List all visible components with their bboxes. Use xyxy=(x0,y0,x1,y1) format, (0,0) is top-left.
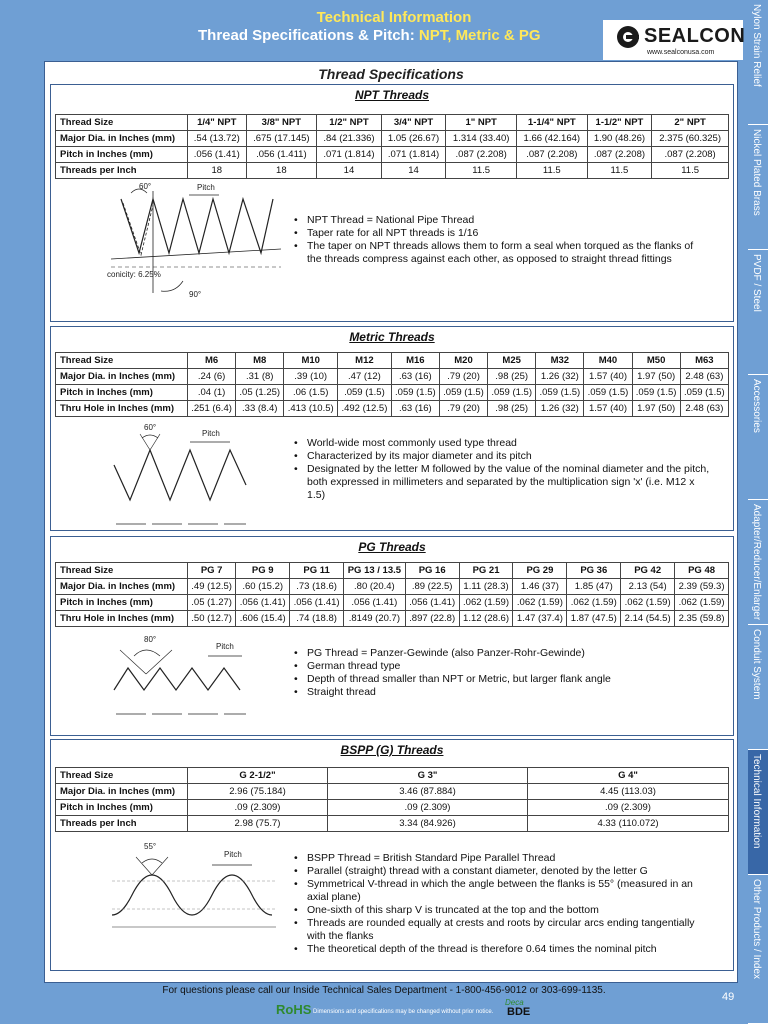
disclaimer: Dimensions and specifications may be changed without prior notice. xyxy=(313,1009,494,1015)
table-cell: 1-1/2" NPT xyxy=(587,115,652,131)
metric-title: Metric Threads xyxy=(349,330,435,344)
pg-table xyxy=(55,562,729,627)
table-row xyxy=(56,800,729,816)
table-row xyxy=(56,369,729,385)
table-row xyxy=(56,816,729,832)
table-cell: .059 (1.5) xyxy=(391,385,439,401)
table-cell: .606 (15.4) xyxy=(236,611,290,627)
row-label: Major Dia. in Inches (mm) xyxy=(56,369,188,385)
table-cell: .087 (2.208) xyxy=(446,147,517,163)
pg-angle-label: 80° xyxy=(144,635,157,644)
table-cell: .059 (1.5) xyxy=(680,385,728,401)
bullet-item: • NPT Thread = National Pipe Thread xyxy=(291,214,701,227)
table-cell: 2.96 (75.184) xyxy=(188,784,328,800)
table-cell: 1.46 (37) xyxy=(513,579,567,595)
pg-thread-diagram xyxy=(106,630,286,720)
table-cell: M6 xyxy=(188,353,236,369)
table-cell: 2.48 (63) xyxy=(680,401,728,417)
bullet-item: • World-wide most commonly used type thread xyxy=(291,437,711,450)
table-cell: .49 (12.5) xyxy=(188,579,236,595)
npt-90-label: 90° xyxy=(189,290,202,299)
row-label: Pitch in Inches (mm) xyxy=(56,800,188,816)
row-label: Pitch in Inches (mm) xyxy=(56,385,188,401)
table-cell: M50 xyxy=(632,353,680,369)
table-cell: .059 (1.5) xyxy=(584,385,632,401)
table-cell: .062 (1.59) xyxy=(513,595,567,611)
page-header xyxy=(0,0,745,58)
table-cell: .087 (2.208) xyxy=(652,147,729,163)
tab-label: Nickel Plated Brass xyxy=(751,129,762,216)
table-cell: .056 (1.411) xyxy=(246,147,317,163)
table-cell: M63 xyxy=(680,353,728,369)
row-label: Major Dia. in Inches (mm) xyxy=(56,784,188,800)
npt-pitch-label: Pitch xyxy=(197,183,215,192)
section-tabs xyxy=(748,0,768,1024)
table-cell: .39 (10) xyxy=(284,369,338,385)
table-cell: .056 (1.41) xyxy=(290,595,344,611)
table-cell: .98 (25) xyxy=(488,401,536,417)
table-cell: .062 (1.59) xyxy=(621,595,675,611)
logo-url[interactable]: www.sealconusa.com xyxy=(647,49,715,56)
table-row xyxy=(56,131,729,147)
table-cell: M32 xyxy=(536,353,584,369)
table-cell: M8 xyxy=(236,353,284,369)
table-cell: .24 (6) xyxy=(188,369,236,385)
table-header-row xyxy=(56,768,729,784)
npt-thread-diagram xyxy=(101,181,291,301)
table-cell: 11.5 xyxy=(652,163,729,179)
table-cell: PG 7 xyxy=(188,563,236,579)
table-cell: 1.05 (26.67) xyxy=(381,131,446,147)
table-row xyxy=(56,163,729,179)
table-cell: .056 (1.41) xyxy=(405,595,459,611)
tab-label: Other Products / Index xyxy=(751,879,762,980)
table-row xyxy=(56,385,729,401)
table-cell: .60 (15.2) xyxy=(236,579,290,595)
table-cell: 1.66 (42.164) xyxy=(516,131,587,147)
row-label: Pitch in Inches (mm) xyxy=(56,147,188,163)
table-cell: .251 (6.4) xyxy=(188,401,236,417)
table-cell: .63 (16) xyxy=(391,369,439,385)
row-label: Thread Size xyxy=(56,768,188,784)
table-cell: 1" NPT xyxy=(446,115,517,131)
table-cell: 1.26 (32) xyxy=(536,369,584,385)
pg-section xyxy=(50,536,734,736)
page-number: 49 xyxy=(722,991,735,1003)
table-cell: 1.57 (40) xyxy=(584,401,632,417)
row-label: Thru Hole in Inches (mm) xyxy=(56,401,188,417)
bullet-item: • Straight thread xyxy=(291,686,711,699)
tab-2[interactable] xyxy=(748,250,768,375)
table-cell: .79 (20) xyxy=(439,401,487,417)
tab-label: Conduit System xyxy=(751,629,762,700)
bullet-item: • Threads are rounded equally at crests and roots by circular arcs ending tangentially with the flanks xyxy=(291,917,711,943)
table-row xyxy=(56,579,729,595)
row-label: Threads per Inch xyxy=(56,816,188,832)
table-cell: .413 (10.5) xyxy=(284,401,338,417)
metric-pitch-label: Pitch xyxy=(202,429,220,438)
table-cell: 1.87 (47.5) xyxy=(567,611,621,627)
table-cell: 1.57 (40) xyxy=(584,369,632,385)
table-row xyxy=(56,784,729,800)
table-cell: 18 xyxy=(246,163,317,179)
table-cell: .059 (1.5) xyxy=(439,385,487,401)
table-cell: .056 (1.41) xyxy=(188,147,247,163)
table-cell: 1-1/4" NPT xyxy=(516,115,587,131)
table-cell: M40 xyxy=(584,353,632,369)
table-cell: 4.45 (113.03) xyxy=(528,784,729,800)
bullet-item: • Characterized by its major diameter and its pitch xyxy=(291,450,711,463)
npt-notes xyxy=(291,214,701,266)
table-cell: .79 (20) xyxy=(439,369,487,385)
table-cell: .33 (8.4) xyxy=(236,401,284,417)
table-header-row xyxy=(56,353,729,369)
table-cell: 11.5 xyxy=(587,163,652,179)
table-cell: .80 (20.4) xyxy=(344,579,406,595)
bullet-item: • The taper on NPT threads allows them to form a seal when torqued as the flanks of the threads compress against each other, as opposed to straight thread fittings xyxy=(291,240,701,266)
table-cell: M10 xyxy=(284,353,338,369)
table-cell: 1/4" NPT xyxy=(188,115,247,131)
pg-notes xyxy=(291,647,711,699)
table-cell: 2.35 (59.8) xyxy=(675,611,729,627)
bspp-table xyxy=(55,767,729,832)
tab-3[interactable] xyxy=(748,375,768,500)
row-label: Threads per Inch xyxy=(56,163,188,179)
npt-table xyxy=(55,114,729,179)
table-cell: 14 xyxy=(317,163,382,179)
table-cell: .05 (1.27) xyxy=(188,595,236,611)
table-cell: 1.12 (28.6) xyxy=(459,611,513,627)
table-cell: .98 (25) xyxy=(488,369,536,385)
table-row xyxy=(56,401,729,417)
row-label: Thread Size xyxy=(56,563,188,579)
table-cell: 2.14 (54.5) xyxy=(621,611,675,627)
table-cell: 1.97 (50) xyxy=(632,369,680,385)
bspp-notes xyxy=(291,852,711,956)
pg-pitch-label: Pitch xyxy=(216,642,234,651)
table-cell: .05 (1.25) xyxy=(236,385,284,401)
table-cell: 1.11 (28.3) xyxy=(459,579,513,595)
table-cell: .059 (1.5) xyxy=(536,385,584,401)
bde-label: BDE xyxy=(507,1006,531,1018)
table-cell: .31 (8) xyxy=(236,369,284,385)
table-cell: .09 (2.309) xyxy=(528,800,729,816)
tab-label: PVDF / Steel xyxy=(751,254,762,312)
table-cell: PG 48 xyxy=(675,563,729,579)
tab-label: Nylon Strain Relief xyxy=(751,4,762,87)
table-cell: 2.375 (60.325) xyxy=(652,131,729,147)
table-cell: .73 (18.6) xyxy=(290,579,344,595)
table-cell: 18 xyxy=(188,163,247,179)
table-cell: .059 (1.5) xyxy=(632,385,680,401)
tab-0[interactable] xyxy=(748,0,768,125)
table-row xyxy=(56,595,729,611)
bullet-item: • Taper rate for all NPT threads is 1/16 xyxy=(291,227,701,240)
table-cell: 11.5 xyxy=(446,163,517,179)
tab-label: Accessories xyxy=(751,379,762,433)
table-cell: M20 xyxy=(439,353,487,369)
deca-bde-logo xyxy=(503,998,535,1020)
bspp-thread-diagram xyxy=(106,835,286,955)
metric-notes xyxy=(291,437,711,502)
row-label: Thread Size xyxy=(56,115,188,131)
rohs-logo: RoHS xyxy=(276,1002,312,1017)
table-cell: .50 (12.7) xyxy=(188,611,236,627)
contact-line: For questions please call our Inside Technical Sales Department - 1-800-456-9012 or 303-699-1135. xyxy=(162,985,606,996)
table-cell: 3.34 (84.926) xyxy=(328,816,528,832)
header-subtitle: Thread Specifications & Pitch: NPT, Metric & PG xyxy=(198,27,541,44)
table-cell: 3.46 (87.884) xyxy=(328,784,528,800)
bullet-item: • The theoretical depth of the thread is therefore 0.64 times the nominal pitch xyxy=(291,943,711,956)
content-panel xyxy=(44,61,738,983)
table-cell: PG 21 xyxy=(459,563,513,579)
table-cell: .087 (2.208) xyxy=(516,147,587,163)
row-label: Thru Hole in Inches (mm) xyxy=(56,611,188,627)
table-cell: .056 (1.41) xyxy=(344,595,406,611)
table-row xyxy=(56,611,729,627)
table-cell: 14 xyxy=(381,163,446,179)
tab-6[interactable] xyxy=(748,750,768,875)
table-cell: M16 xyxy=(391,353,439,369)
table-cell: 3/8" NPT xyxy=(246,115,317,131)
table-cell: 1.314 (33.40) xyxy=(446,131,517,147)
table-cell: .8149 (20.7) xyxy=(344,611,406,627)
tab-7[interactable] xyxy=(748,875,768,1024)
row-label: Pitch in Inches (mm) xyxy=(56,595,188,611)
header-title: Technical Information xyxy=(316,9,472,26)
table-cell: .062 (1.59) xyxy=(675,595,729,611)
table-cell: PG 16 xyxy=(405,563,459,579)
logo-text: SEALCON xyxy=(644,25,746,47)
table-cell: G 2-1/2" xyxy=(188,768,328,784)
sealcon-logo-icon xyxy=(617,26,639,48)
table-cell: .63 (16) xyxy=(391,401,439,417)
table-cell: G 4" xyxy=(528,768,729,784)
table-cell: 2.98 (75.7) xyxy=(188,816,328,832)
table-cell: .062 (1.59) xyxy=(459,595,513,611)
table-cell: 2.39 (59.3) xyxy=(675,579,729,595)
row-label: Major Dia. in Inches (mm) xyxy=(56,131,188,147)
table-cell: .071 (1.814) xyxy=(317,147,382,163)
table-cell: PG 13 / 13.5 xyxy=(344,563,406,579)
main-title: Thread Specifications xyxy=(318,66,464,82)
table-cell: G 3" xyxy=(328,768,528,784)
metric-angle-label: 60° xyxy=(144,423,157,432)
metric-section xyxy=(50,326,734,531)
deca-label: Deca xyxy=(505,998,524,1007)
table-cell: PG 36 xyxy=(567,563,621,579)
bullet-item: • German thread type xyxy=(291,660,711,673)
metric-thread-diagram xyxy=(106,420,286,530)
table-cell: 3/4" NPT xyxy=(381,115,446,131)
tab-4[interactable] xyxy=(748,500,768,625)
bspp-pitch-label: Pitch xyxy=(224,850,242,859)
npt-title: NPT Threads xyxy=(354,88,429,102)
tab-5[interactable] xyxy=(748,625,768,750)
bullet-item: • Symmetrical V-thread in which the angle between the flanks is 55° (measured in an axial plane) xyxy=(291,878,711,904)
pg-title: PG Threads xyxy=(358,540,426,554)
table-header-row xyxy=(56,563,729,579)
table-cell: 1.85 (47) xyxy=(567,579,621,595)
tab-label: Technical Information xyxy=(751,754,762,849)
table-cell: M25 xyxy=(488,353,536,369)
npt-angle-label: 60° xyxy=(139,182,152,191)
table-cell: .84 (21.336) xyxy=(317,131,382,147)
table-cell: .059 (1.5) xyxy=(488,385,536,401)
bspp-section xyxy=(50,739,734,971)
bspp-angle-label: 55° xyxy=(144,842,157,851)
table-cell: 2" NPT xyxy=(652,115,729,131)
row-label: Thread Size xyxy=(56,353,188,369)
table-cell: 11.5 xyxy=(516,163,587,179)
table-cell: .47 (12) xyxy=(338,369,392,385)
table-cell: PG 29 xyxy=(513,563,567,579)
bullet-item: • Depth of thread smaller than NPT or Metric, but larger flank angle xyxy=(291,673,711,686)
sealcon-logo[interactable] xyxy=(603,20,746,60)
table-cell: .06 (1.5) xyxy=(284,385,338,401)
table-cell: .071 (1.814) xyxy=(381,147,446,163)
table-cell: .059 (1.5) xyxy=(338,385,392,401)
bullet-item: • Parallel (straight) thread with a constant diameter, denoted by the letter G xyxy=(291,865,711,878)
bullet-item: • Designated by the letter M followed by the value of the nominal diameter and the pitch, both expressed in millimeters and separated by the multiplication sign 'x' (i.e. M12 x 1.5) xyxy=(291,463,711,502)
table-cell: PG 42 xyxy=(621,563,675,579)
table-cell: .89 (22.5) xyxy=(405,579,459,595)
row-label: Major Dia. in Inches (mm) xyxy=(56,579,188,595)
table-cell: .056 (1.41) xyxy=(236,595,290,611)
table-cell: .09 (2.309) xyxy=(328,800,528,816)
table-cell: 2.13 (54) xyxy=(621,579,675,595)
table-cell: 1.97 (50) xyxy=(632,401,680,417)
table-cell: 2.48 (63) xyxy=(680,369,728,385)
table-cell: PG 9 xyxy=(236,563,290,579)
table-cell: M12 xyxy=(338,353,392,369)
tab-1[interactable] xyxy=(748,125,768,250)
bspp-title: BSPP (G) Threads xyxy=(340,743,444,757)
table-cell: PG 11 xyxy=(290,563,344,579)
bullet-item: • PG Thread = Panzer-Gewinde (also Panzer-Rohr-Gewinde) xyxy=(291,647,711,660)
table-cell: 1.47 (37.4) xyxy=(513,611,567,627)
table-header-row xyxy=(56,115,729,131)
table-cell: 1/2" NPT xyxy=(317,115,382,131)
table-cell: 1.26 (32) xyxy=(536,401,584,417)
table-cell: .09 (2.309) xyxy=(188,800,328,816)
bullet-item: • BSPP Thread = British Standard Pipe Parallel Thread xyxy=(291,852,711,865)
metric-table xyxy=(55,352,729,417)
table-cell: 4.33 (110.072) xyxy=(528,816,729,832)
table-cell: .675 (17.145) xyxy=(246,131,317,147)
npt-conicity-label: conicity: 6.25% xyxy=(107,270,161,279)
table-cell: .492 (12.5) xyxy=(338,401,392,417)
table-cell: 1.90 (48.26) xyxy=(587,131,652,147)
bullet-item: • One-sixth of this sharp V is truncated at the top and the bottom xyxy=(291,904,711,917)
table-row xyxy=(56,147,729,163)
npt-section xyxy=(50,84,734,322)
table-cell: .04 (1) xyxy=(188,385,236,401)
table-cell: .087 (2.208) xyxy=(587,147,652,163)
table-cell: .74 (18.8) xyxy=(290,611,344,627)
tab-label: Adapter/Reducer/Enlarger xyxy=(751,504,762,621)
table-cell: .54 (13.72) xyxy=(188,131,247,147)
table-cell: .897 (22.8) xyxy=(405,611,459,627)
table-cell: .062 (1.59) xyxy=(567,595,621,611)
